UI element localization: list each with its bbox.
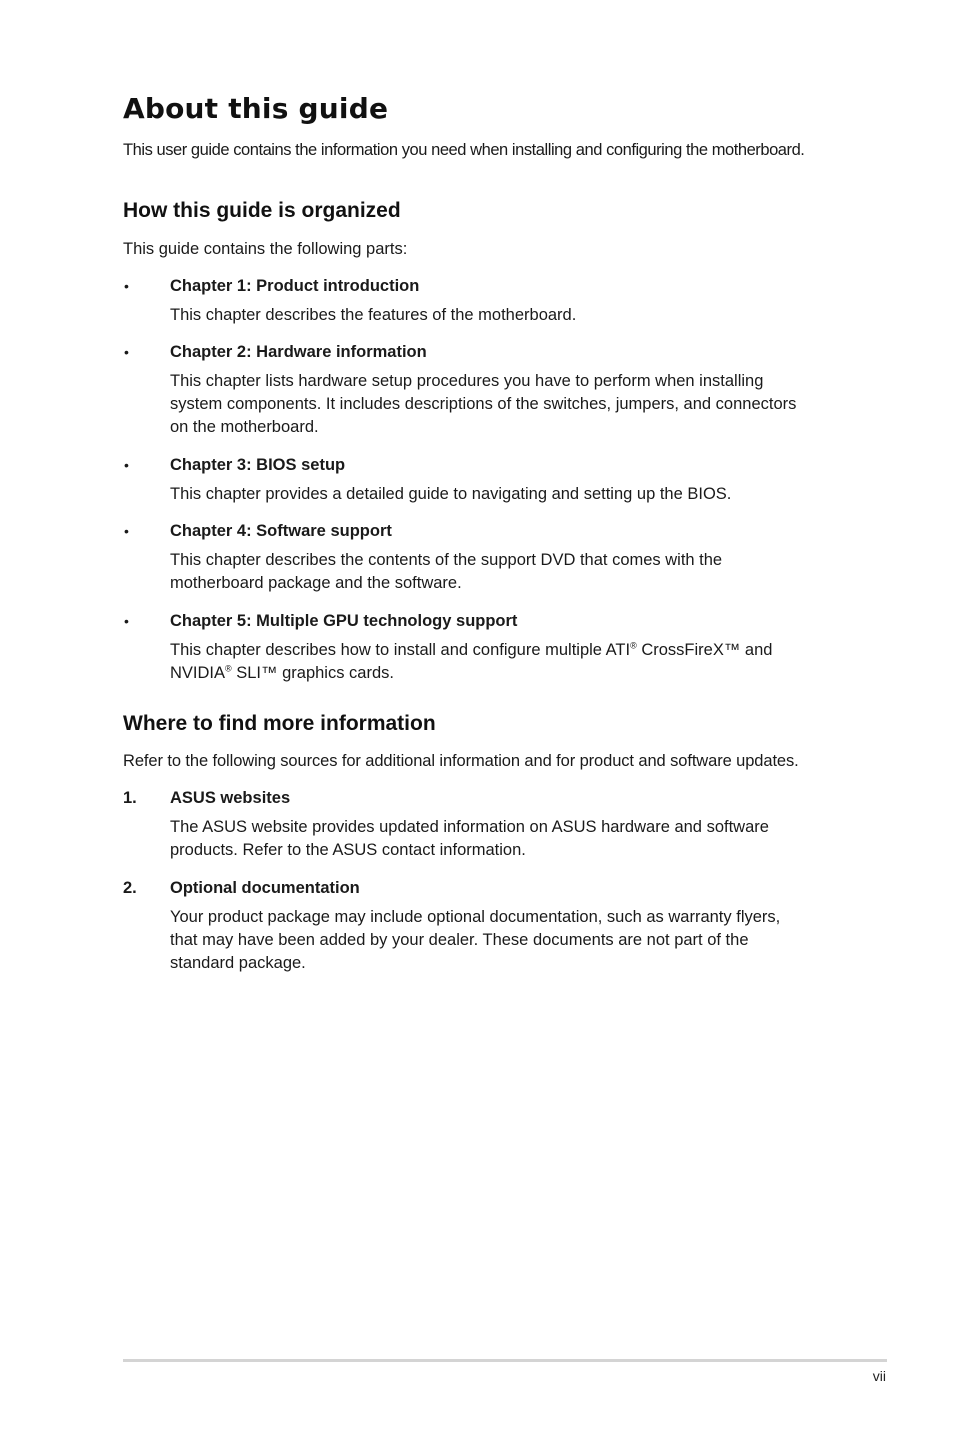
section-heading-organized: How this guide is organized [123,199,401,222]
page-number: vii [872,1368,886,1384]
list-number: 2. [123,879,137,897]
section-heading-more-info: Where to find more information [123,712,436,735]
source-1-title: ASUS websites [170,789,291,807]
chapter-5-title: Chapter 5: Multiple GPU technology support [170,612,518,630]
source-2-title: Optional documentation [170,879,360,897]
bullet: • [124,278,129,294]
chapter-2-description: This chapter lists hardware setup procedures you have to perform when installing system components. It includes descriptions of the switches, jumpers, and connectors on the motherboard. [170,372,797,437]
source-1-description: The ASUS website provides updated information on ASUS hardware and software products. Refer to the ASUS contact information. [170,818,769,860]
page-title: About this guide [123,92,389,125]
organized-lead: This guide contains the following parts: [123,240,408,258]
chapter-1-description: This chapter describes the features of the motherboard. [170,306,577,324]
chapter-1-title: Chapter 1: Product introduction [170,277,420,295]
registered-mark: ® [630,640,637,651]
more-info-lead: Refer to the following sources for additional information and for product and software updates. [123,752,799,770]
intro-paragraph: This user guide contains the information you need when installing and configuring the motherboard. [123,141,805,159]
source-2-description: Your product package may include optional documentation, such as warranty flyers, that may have been added by your dealer. These documents are not part of the standard package. [170,908,781,973]
chapter-3-title: Chapter 3: BIOS setup [170,456,346,474]
chapter-5-description: This chapter describes how to install and configure multiple ATI® CrossFireX™ and NVIDIA® SLI™ graphics cards. [170,640,773,683]
chapter-4-title: Chapter 4: Software support [170,522,392,540]
bullet: • [124,457,129,473]
chapter-3-description: This chapter provides a detailed guide to navigating and setting up the BIOS. [170,485,732,503]
footer-divider [123,1359,887,1362]
registered-mark: ® [225,663,232,674]
bullet: • [124,613,129,629]
bullet: • [124,344,129,360]
chapter-4-description: This chapter describes the contents of the support DVD that comes with the motherboard package and the software. [170,551,723,593]
bullet: • [124,523,129,539]
list-number: 1. [123,789,137,807]
chapter-2-title: Chapter 2: Hardware information [170,343,427,361]
